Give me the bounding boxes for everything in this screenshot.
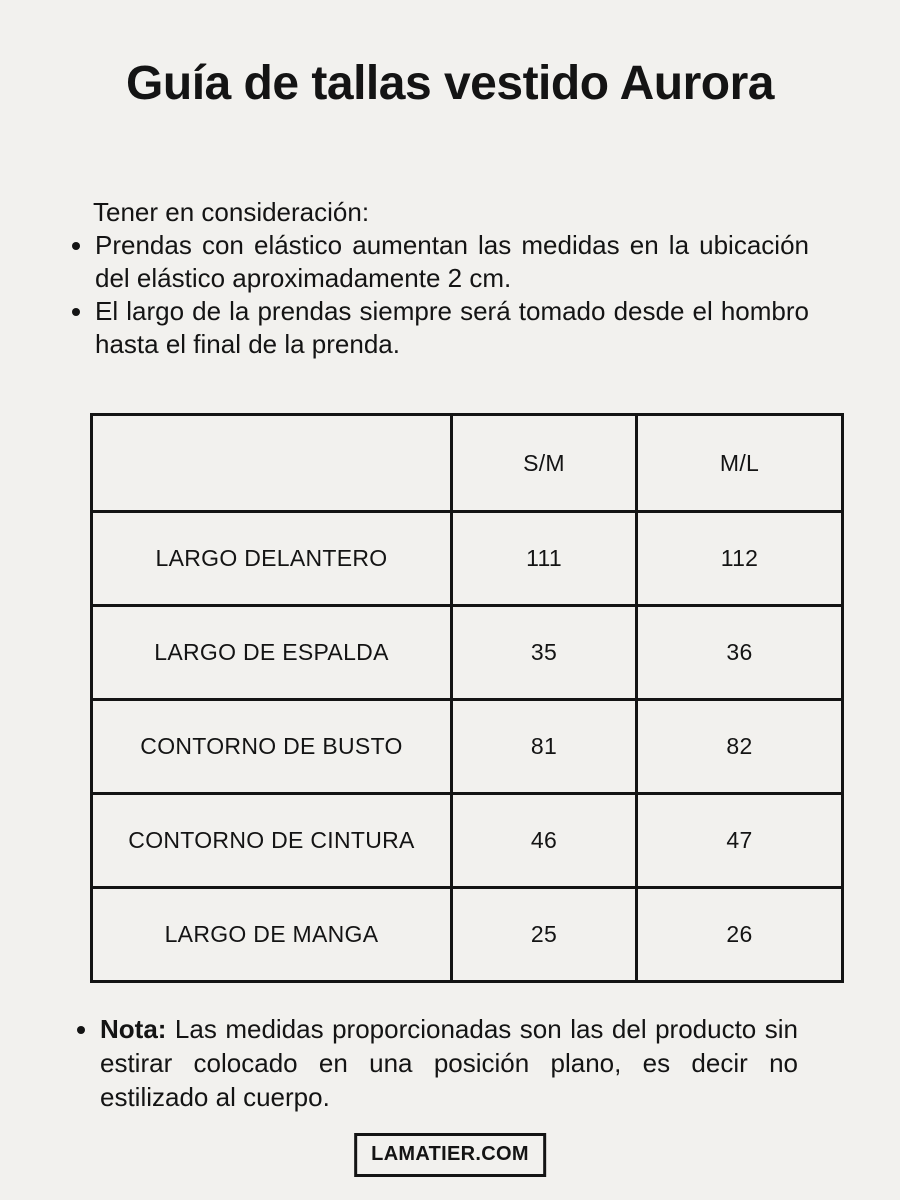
value-ml: 112	[637, 512, 843, 606]
table-row	[92, 512, 843, 606]
value-sm: 111	[452, 512, 637, 606]
row-label: LARGO DE MANGA	[92, 888, 452, 982]
table-header-row	[92, 415, 843, 512]
table-row	[92, 606, 843, 700]
table-row	[92, 700, 843, 794]
considerations-heading: Tener en consideración:	[93, 197, 370, 227]
consideration-item: • Prendas con elástico aumentan las medidas en la ubicación del elástico aproximadamente 2 cm.	[95, 229, 809, 295]
value-sm: 35	[452, 606, 637, 700]
row-label: CONTORNO DE CINTURA	[92, 794, 452, 888]
value-sm: 81	[452, 700, 637, 794]
value-ml: 26	[637, 888, 843, 982]
note-label: Nota:	[100, 1014, 167, 1044]
row-label: LARGO DELANTERO	[92, 512, 452, 606]
value-ml: 47	[637, 794, 843, 888]
table-row	[92, 888, 843, 982]
page-title: Guía de tallas vestido Aurora	[126, 57, 774, 110]
value-sm: 25	[452, 888, 637, 982]
table-row	[92, 794, 843, 888]
brand-footer	[354, 1133, 546, 1177]
note-text: Las medidas proporcionadas son las del producto sin estirar colocado en una posición plano, es decir no estilizado al cuerpo.	[100, 1014, 798, 1112]
value-ml: 36	[637, 606, 843, 700]
value-sm: 46	[452, 794, 637, 888]
consideration-item: • El largo de la prendas siempre será tomado desde el hombro hasta el final de la prenda.	[95, 295, 809, 361]
considerations-list	[93, 229, 809, 361]
header-cell-empty	[92, 415, 452, 512]
note-list	[98, 1012, 798, 1114]
considerations-section	[93, 196, 809, 361]
row-label: CONTORNO DE BUSTO	[92, 700, 452, 794]
value-ml: 82	[637, 700, 843, 794]
size-table	[90, 413, 844, 983]
row-label: LARGO DE ESPALDA	[92, 606, 452, 700]
note-section	[98, 1012, 798, 1114]
note-item	[100, 1012, 798, 1114]
header-cell-ml: M/L	[637, 415, 843, 512]
header-cell-sm: S/M	[452, 415, 637, 512]
brand-name: LAMATIER.COM	[371, 1143, 529, 1165]
